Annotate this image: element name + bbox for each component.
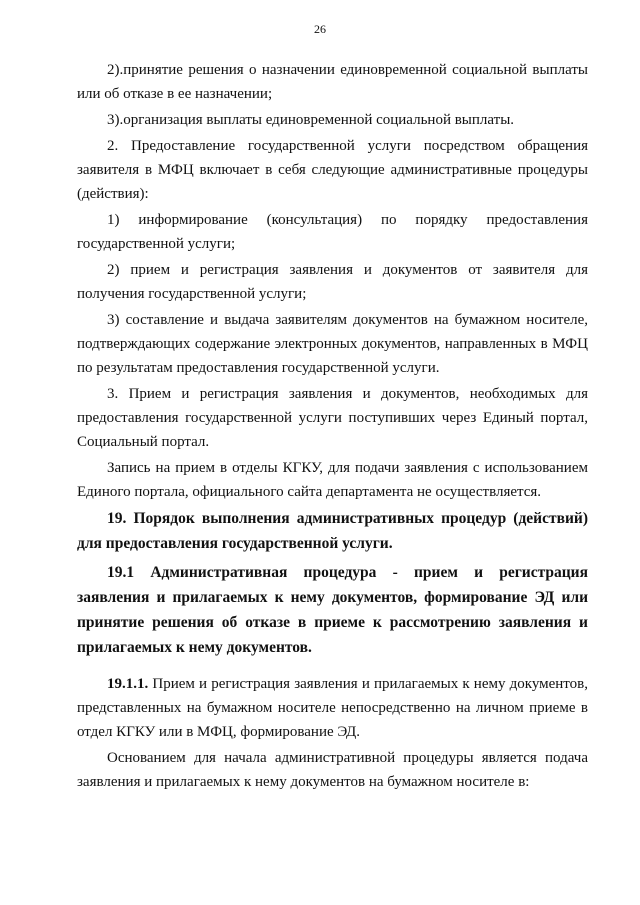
paragraph-basis: Основанием для начала административной процедуры является подача заявления и прилагаемых к нему документов на бумажном носителе в: <box>77 750 588 790</box>
page-number: 26 <box>314 22 326 36</box>
clause-number: 19.1.1. <box>107 676 149 692</box>
paragraph-decision: 2).принятие решения о назначении единовременной социальной выплаты или об отказе в ее назначении; <box>77 62 588 102</box>
paragraph-appointment: Запись на прием в отделы КГКУ, для подачи заявления с использованием Единого портала, официального сайта департамента не осуществляется. <box>77 460 588 500</box>
paragraph-issuance: 3) составление и выдача заявителям документов на бумажном носителе, подтверждающих содержание электронных документов, направленных в МФЦ по результатам предоставления государственной услуги. <box>77 312 588 376</box>
paragraph-informing: 1) информирование (консультация) по порядку предоставления государственной услуги; <box>77 212 588 252</box>
clause-19-1-1 <box>77 672 588 744</box>
heading-section-19-1: 19.1 Административная процедура - прием и регистрация заявления и прилагаемых к нему документов, формирование ЭД или принятие решения об отказе в приеме к рассмотрению заявления и прилагаемых к нему документов. <box>77 564 588 656</box>
document-body <box>77 58 588 794</box>
clause-text: Прием и регистрация заявления и прилагаемых к нему документов, представленных на бумажном носителе непосредственно на личном приеме в отдел КГКУ или в МФЦ, формирование ЭД. <box>77 676 588 740</box>
paragraph-payment: 3).организация выплаты единовременной социальной выплаты. <box>107 112 515 128</box>
heading-section-19: 19. Порядок выполнения административных процедур (действий) для предоставления государственной услуги. <box>77 510 588 552</box>
paragraph-portal-reception: 3. Прием и регистрация заявления и документов, необходимых для предоставления государственной услуги поступивших через Единый портал, Социальный портал. <box>77 386 588 450</box>
paragraph-reception: 2) прием и регистрация заявления и документов от заявителя для получения государственной услуги; <box>77 262 588 302</box>
paragraph-mfc-procedures: 2. Предоставление государственной услуги посредством обращения заявителя в МФЦ включает в себя следующие административные процедуры (действия): <box>77 138 588 202</box>
